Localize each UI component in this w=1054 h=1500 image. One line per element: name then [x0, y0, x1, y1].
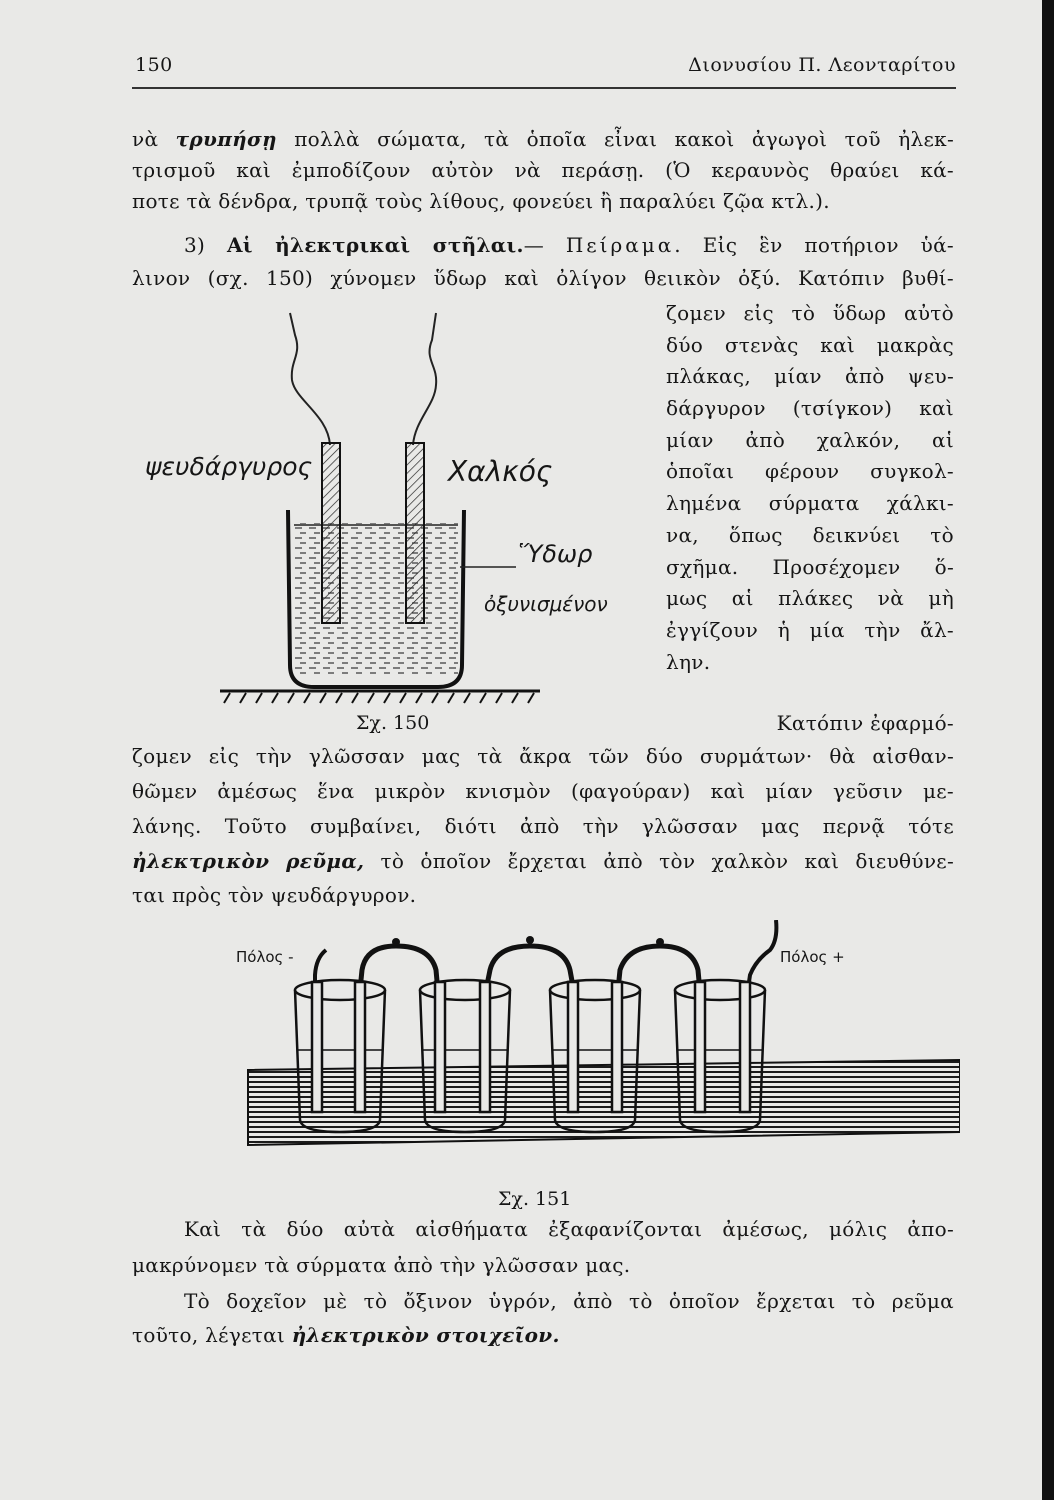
p3-line-1: Κατόπιν ἐφαρμό-	[776, 711, 954, 735]
page-edge-shadow	[1042, 0, 1054, 1500]
column-line: ζομεν εἰς τὸ ὕδωρ αὐτὸ	[666, 301, 954, 325]
column-line: λην.	[666, 649, 711, 674]
label-pole-minus: Πόλος -	[236, 948, 294, 966]
p1-line-2: τρισμοῦ καὶ ἐμποδίζουν αὐτὸν νὰ περάσῃ. (Ὁ κεραυνὸς θραύει κά-	[132, 158, 954, 182]
running-header-author: Διονυσίου Π. Λεονταρίτου	[688, 54, 956, 76]
p3-line-3: θῶμεν ἀμέσως ἕνα μικρὸν κνισμὸν (φαγούραν) καὶ μίαν γεῦσιν με-	[132, 779, 954, 803]
zinc-plate	[322, 443, 340, 623]
label-zinc: ψευδάργυρος	[145, 452, 313, 481]
p4-line-1: Καὶ τὰ δύο αὐτὰ αἰσθήματα ἐξαφανίζονται ἀμέσως, μόλις ἀπο-	[184, 1217, 954, 1241]
column-line: δύο στενὰς καὶ μακρὰς	[666, 332, 954, 357]
column-line: δάργυρον (τσίγκον) καὶ	[666, 396, 954, 421]
term-electric-current: ἠλεκτρικὸν ρεῦμα,	[132, 849, 365, 873]
side-column-text	[666, 298, 954, 678]
section-heading-line: 3) Αἱ ἠλεκτρικαὶ στῆλαι.— Πείραμα. Εἰς ἓν ποτήριον ὑά-	[184, 233, 954, 257]
p3-line-5: ἠλεκτρικὸν ρεῦμα, τὸ ὁποῖον ἔρχεται ἀπὸ τὸν χαλκὸν καὶ διευθύνε-	[132, 849, 954, 873]
p4-line-2: μακρύνομεν τὰ σύρματα ἀπὸ τὴν γλῶσσαν μας.	[132, 1253, 631, 1277]
bridge-wire-2	[486, 946, 574, 992]
label-copper: Χαλκός	[448, 455, 553, 488]
p3-line-2: ζομεν εἰς τὴν γλῶσσαν μας τὰ ἄκρα τῶν δύο συρμάτων· θὰ αἰσθαν-	[132, 744, 954, 768]
p5-line-2: τοῦτο, λέγεται ἠλεκτρικὸν στοιχεῖον.	[132, 1323, 560, 1347]
column-line: πλάκας, μίαν ἀπὸ ψευ-	[666, 364, 954, 389]
label-water: Ὕδωρ	[518, 540, 593, 568]
figure-150-diagram	[210, 305, 570, 705]
column-line: ἐγγίζουν ἡ μία τὴν ἄλ-	[666, 617, 954, 642]
copper-wire	[413, 313, 436, 445]
header-rule	[132, 87, 956, 89]
p2-line-2: λινον (σχ. 150) χύνομεν ὕδωρ καὶ ὀλίγον θειικὸν ὀξύ. Κατόπιν βυθί-	[132, 266, 954, 290]
figure-151-diagram	[240, 920, 960, 1170]
column-line: σχῆμα. Προσέχομεν ὅ-	[666, 554, 954, 579]
p5-line-1: Τὸ δοχεῖον μὲ τὸ ὄξινον ὑγρόν, ἀπὸ τὸ ὁποῖον ἔρχεται τὸ ρεῦμα	[184, 1289, 954, 1313]
column-line: ὁποῖαι φέρουν συγκολ-	[666, 459, 954, 484]
column-line: να, ὅπως δεικνύει τὸ	[666, 522, 954, 547]
bridge-wire-3	[618, 946, 700, 992]
column-line: λημένα σύρματα χάλκι-	[666, 491, 954, 516]
page-number: 150	[135, 54, 173, 76]
p1-line-1: νὰ τρυπήσῃ πολλὰ σώματα, τὰ ὁποῖα εἶναι κακοὶ ἀγωγοὶ τοῦ ἠλεκ-	[132, 127, 955, 151]
label-acidified: ὀξυνισμένον	[484, 592, 608, 616]
figure-150-caption: Σχ. 150	[356, 712, 430, 734]
p3-line-6: ται πρὸς τὸν ψευδάργυρον.	[132, 883, 417, 907]
label-pole-plus: Πόλος +	[780, 948, 845, 966]
copper-plate	[406, 443, 424, 623]
column-line: μως αἱ πλάκες νὰ μὴ	[666, 586, 954, 611]
acidified-water	[294, 523, 458, 675]
p3-line-4: λάνης. Τοῦτο συμβαίνει, διότι ἀπὸ τὴν γλῶσσαν μας περνᾷ τότε	[132, 814, 954, 838]
term-electric-cell: ἠλεκτρικὸν στοιχεῖον.	[291, 1323, 560, 1347]
p1-line-3: ποτε τὰ δένδρα, τρυπᾷ τοὺς λίθους, φονεύει ἢ παραλύει ζῷα κτλ.).	[132, 189, 830, 213]
term-trypisi: τρυπήσῃ	[175, 127, 277, 151]
section-heading: Αἱ ἠλεκτρικαὶ στῆλαι.	[226, 233, 524, 257]
experiment-label: Πείραμα	[565, 233, 675, 257]
zinc-wire	[290, 313, 330, 445]
figure-151-caption: Σχ. 151	[498, 1188, 572, 1210]
column-line: μίαν ἀπὸ χαλκόν, αἱ	[666, 427, 954, 452]
